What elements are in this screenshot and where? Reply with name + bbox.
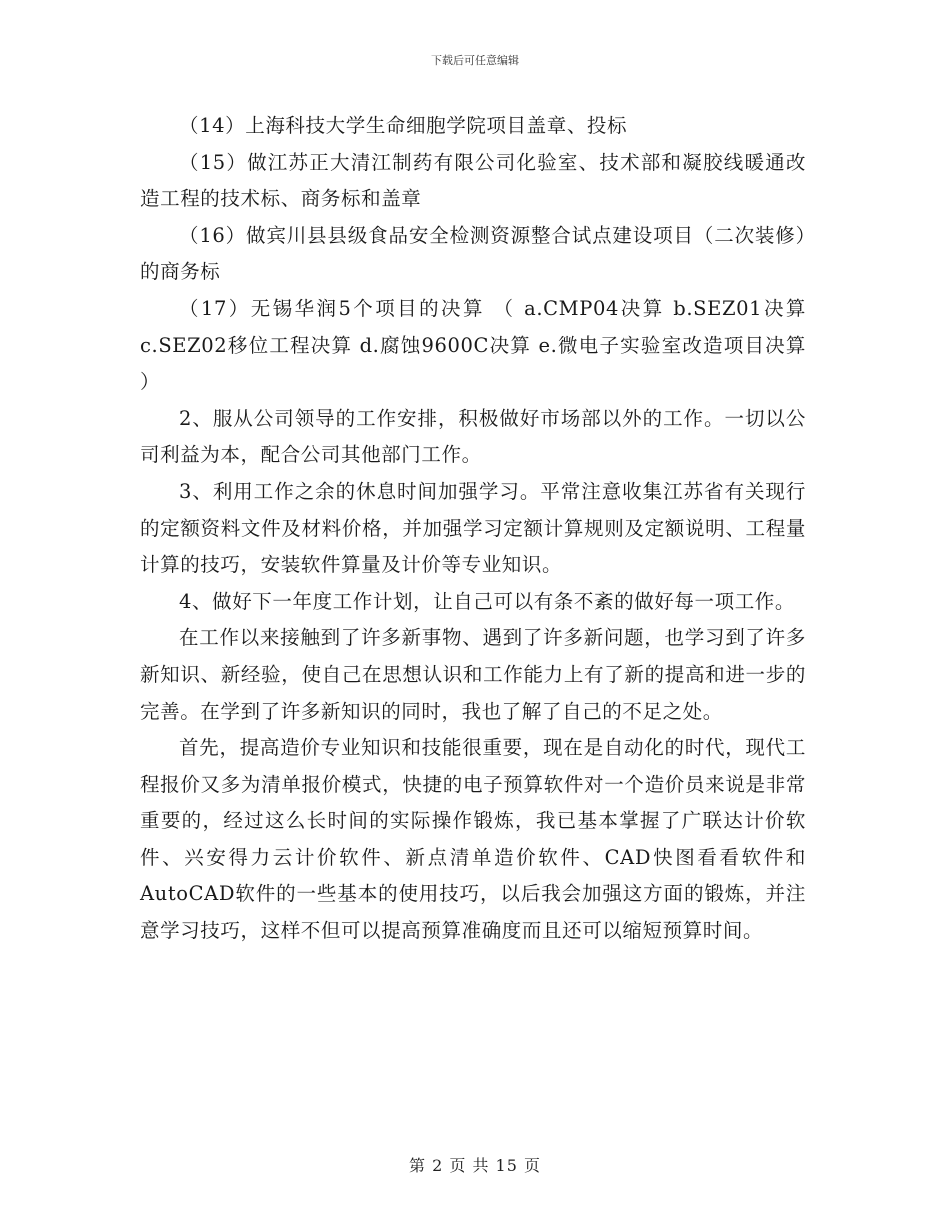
paragraph-first-point: 首先，提高造价专业知识和技能很重要，现在是自动化的时代，现代工程报价又多为清单报价模式，快捷的电子预算软件对一个造价员来说是非常重要的，经过这么长时间的实际操作锻炼，我已基本掌握了广联达计价软件、兴安得力云计价软件、新点清单造价软件、CAD快图看看软件和AutoCAD软件的一些基本的使用技巧，以后我会加强这方面的锻炼，并注意学习技巧，这样不但可以提高预算准确度而且还可以缩短预算时间。 (140, 736, 806, 943)
paragraph-item-15: （15）做江苏正大清江制药有限公司化验室、技术部和凝胶线暖通改造工程的技术标、商务标和盖章 (140, 150, 806, 211)
paragraph-item-14: （14）上海科技大学生命细胞学院项目盖章、投标 (179, 114, 628, 137)
paragraph-point-2: 2、服从公司领导的工作安排，积极做好市场部以外的工作。一切以公司利益为本，配合公司其他部门工作。 (140, 406, 806, 467)
paragraph-point-3: 3、利用工作之余的休息时间加强学习。平常注意收集江苏省有关现行的定额资料文件及材料价格，并加强学习定额计算规则及定额说明、工程量计算的技巧，安装软件算量及计价等专业知识。 (140, 479, 806, 577)
paragraph-point-4: 4、做好下一年度工作计划，让自己可以有条不紊的做好每一项工作。 (179, 589, 796, 613)
document-body (140, 108, 806, 950)
paragraph-reflection: 在工作以来接触到了许多新事物、遇到了许多新问题，也学习到了许多新知识、新经验，使自己在思想认识和工作能力上有了新的提高和进一步的完善。在学到了许多新知识的同时，我也了解了自己的不足之处。 (140, 626, 806, 723)
page-number: 第 2 页 共 15 页 (409, 1156, 541, 1175)
paragraph-item-16: （16）做宾川县县级食品安全检测资源整合试点建设项目（二次装修）的商务标 (140, 223, 806, 284)
paragraph-item-17: （17）无锡华润5个项目的决算 （ a.CMP04决算 b.SEZ01决算 c.SEZ02移位工程决算 d.腐蚀9600C决算 e.微电子实验室改造项目决算 ） (140, 296, 806, 394)
page-header: 下载后可任意编辑 (431, 54, 519, 67)
